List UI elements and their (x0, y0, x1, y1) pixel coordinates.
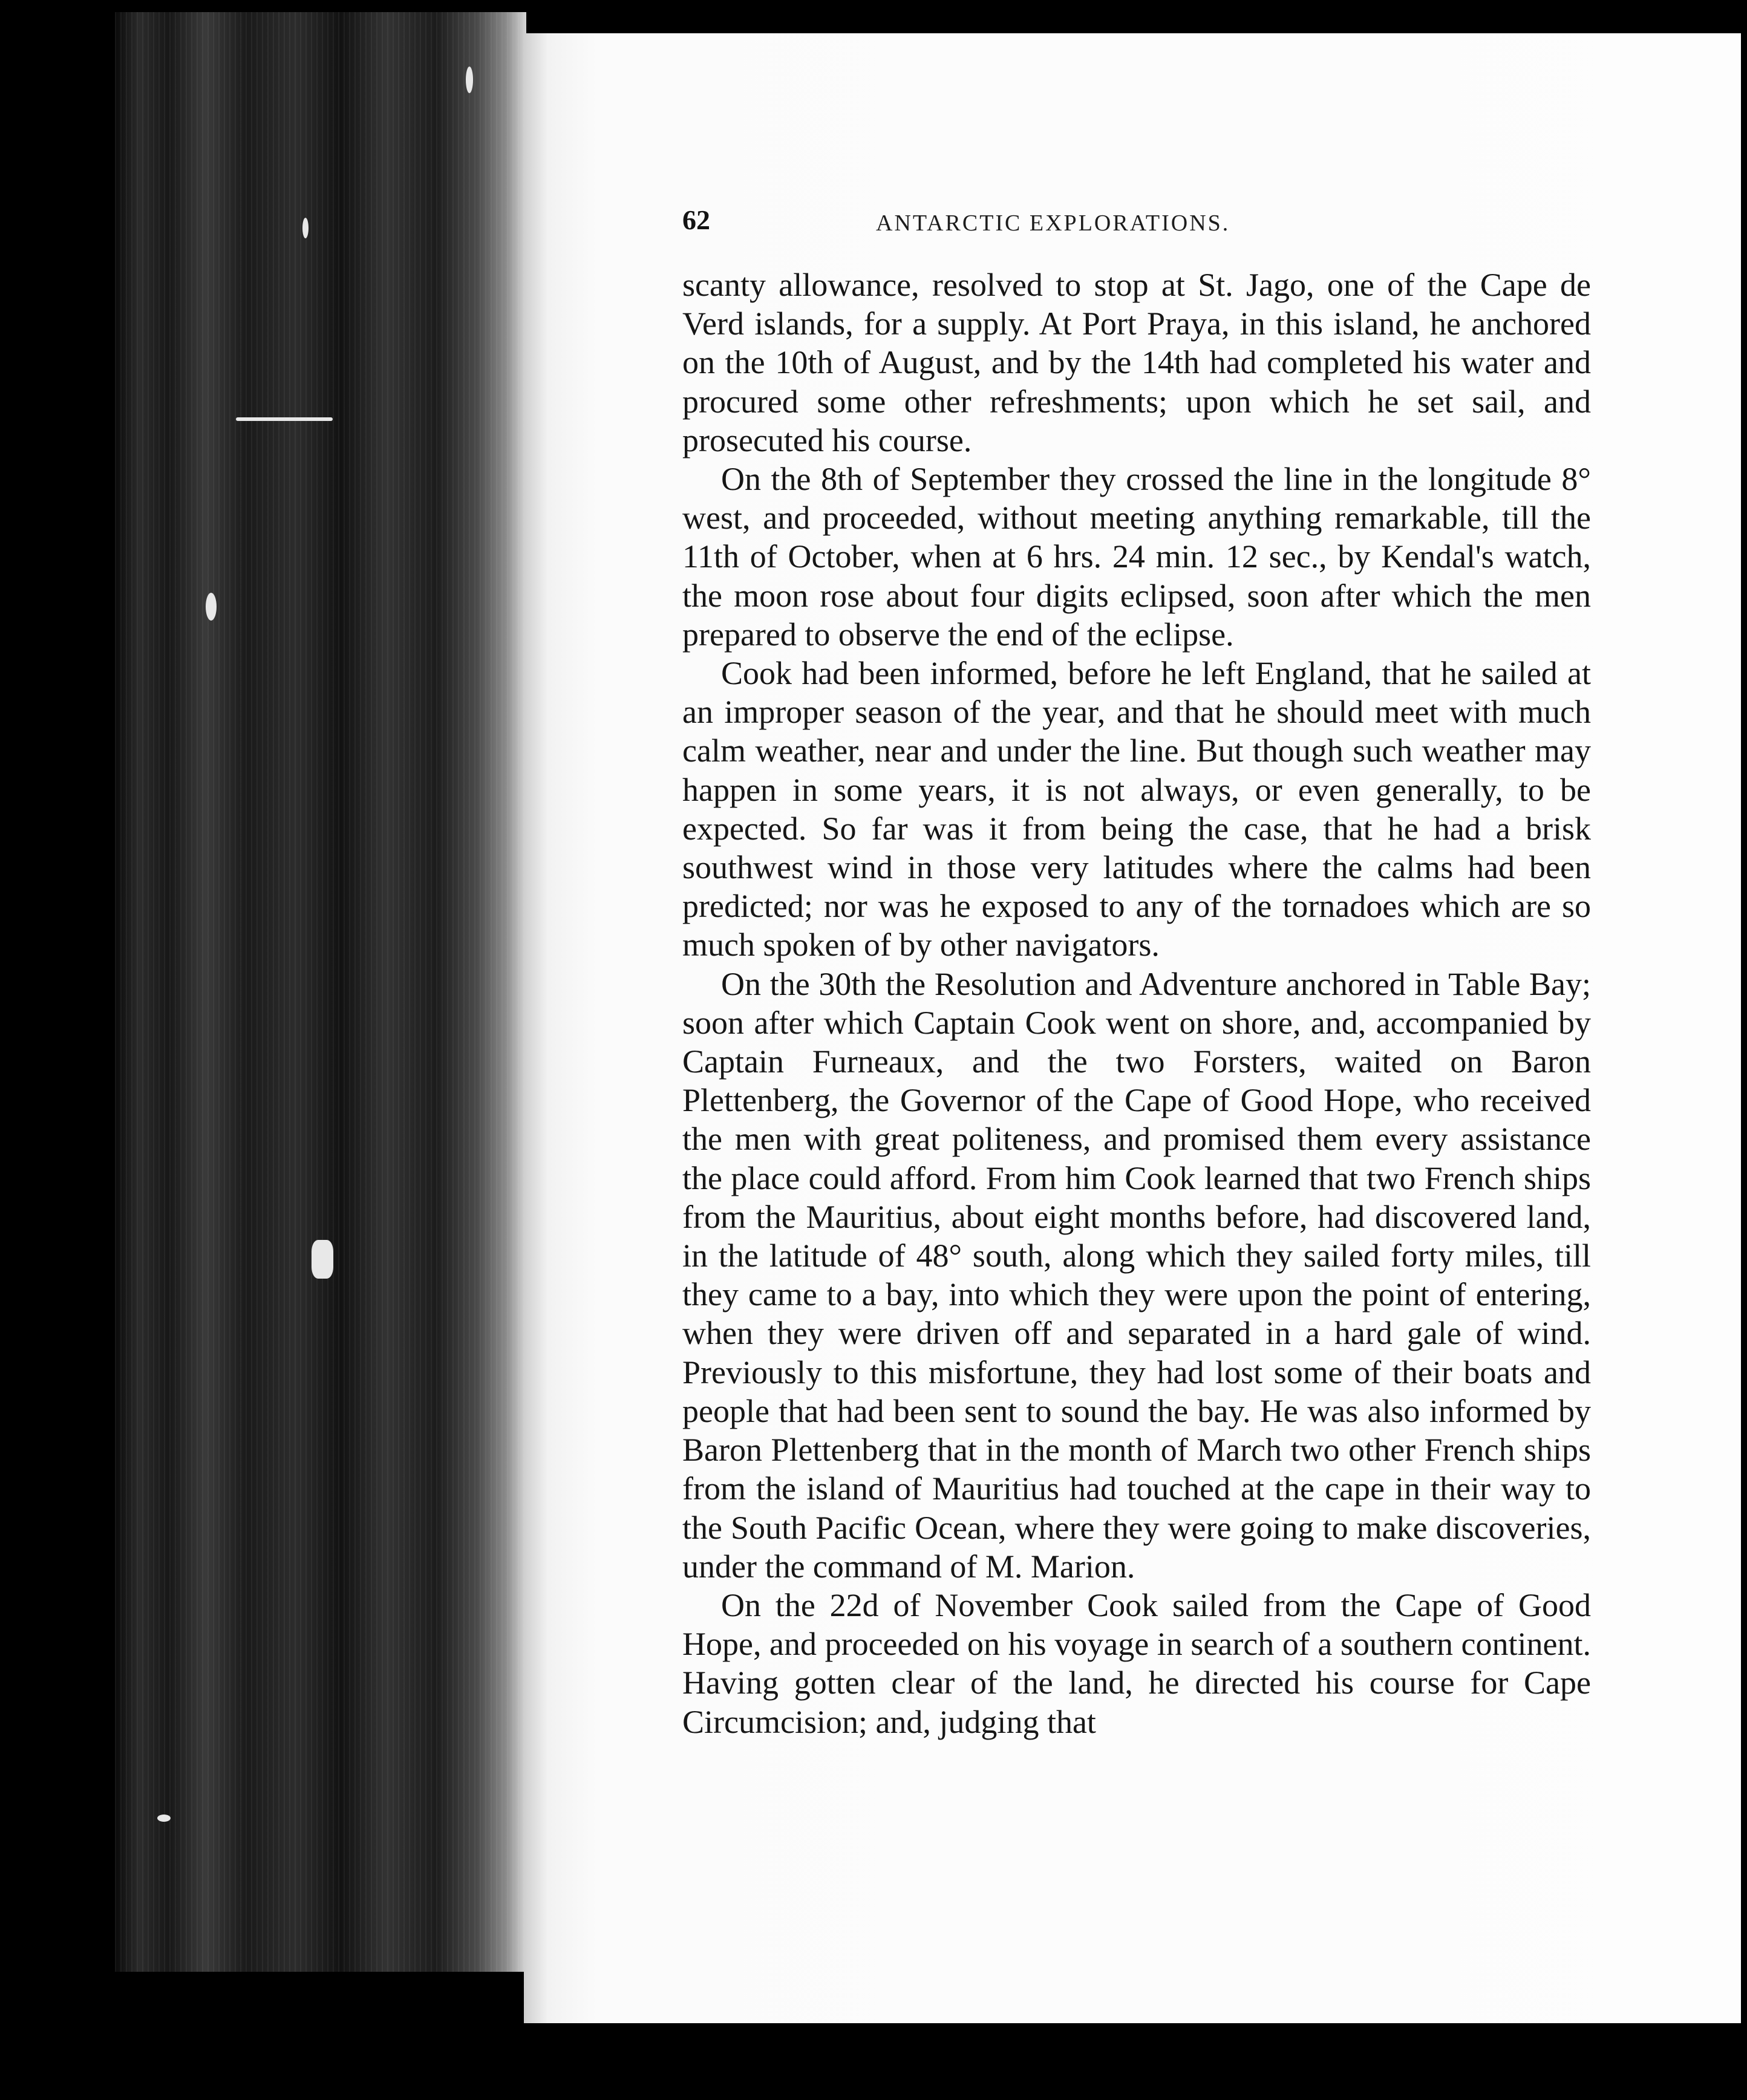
paragraph: On the 22d of November Cook sailed from the Cape of Good Hope, and proceeded on his voyage in search of a southern continent. Having gotten clear of the land, he directed his course for Cape Circumcision; and, judging that (682, 1586, 1591, 1740)
paragraph: Cook had been informed, before he left England, that he sailed at an improper season of the year, and that he should meet with much calm weather, near and under the line. But though such weather may happen in some years, it is not always, or even generally, to be expected. So far was it from being the case, that he had a brisk southwest wind in those very latitudes where the calms had been predicted; nor was he exposed to any of the tornadoes which are so much spoken of by other navigators. (682, 655, 1591, 964)
book-page-edges (115, 12, 526, 1972)
paragraph: On the 8th of September they crossed the line in the longitude 8° west, and proceeded, without meeting anything remarkable, till the 11th of October, when at 6 hrs. 24 min. 12 sec., by Kendal's watch, the moon rose about four digits eclipsed, soon after which the men prepared to observe the end of the eclipse. (682, 461, 1591, 653)
dust-speck (302, 218, 309, 238)
running-head (682, 174, 1591, 240)
dust-speck (157, 1815, 171, 1822)
body-text (682, 266, 1591, 1741)
dust-speck (312, 1240, 333, 1279)
dust-speck (466, 67, 473, 93)
book-page (524, 33, 1741, 2023)
page-number: 62 (682, 204, 710, 235)
paragraph: On the 30th the Resolution and Adventure anchored in Table Bay; soon after which Captain Cook went on shore, and, accompanied by Captain Furneaux, and the two Forsters, waited on Baron Plettenberg, the Governor of the Cape of Good Hope, who received the men with great politeness, and promised them every assistance the place could afford. From him Cook learned that two French ships from the Mauritius, about eight months before, had discovered land, in the latitude of 48° south, along which they sailed forty miles, till they came to a bay, into which they were upon the point of entering, when they were driven off and separated in a hard gale of wind. Previously to this misfortune, they had lost some of their boats and people that had been sent to sound the bay. He was also informed by Baron Plettenberg that in the month of March two other French ships from the island of Mauritius had touched at the cape in their way to the South Pacific Ocean, where they were going to make discoveries, under the command of M. Marion. (682, 965, 1591, 1585)
dust-speck (206, 593, 217, 621)
page-content (682, 174, 1591, 1741)
running-head-title: ANTARCTIC EXPLORATIONS. (876, 210, 1230, 236)
paragraph: scanty allowance, resolved to stop at St. Jago, one of the Cape de Verd islands, for a supply. At Port Praya, in this island, he anchored on the 10th of August, and by the 14th had completed his water and procured some other refreshments; upon which he set sail, and prosecuted his course. (682, 267, 1591, 458)
dust-speck (236, 417, 333, 421)
